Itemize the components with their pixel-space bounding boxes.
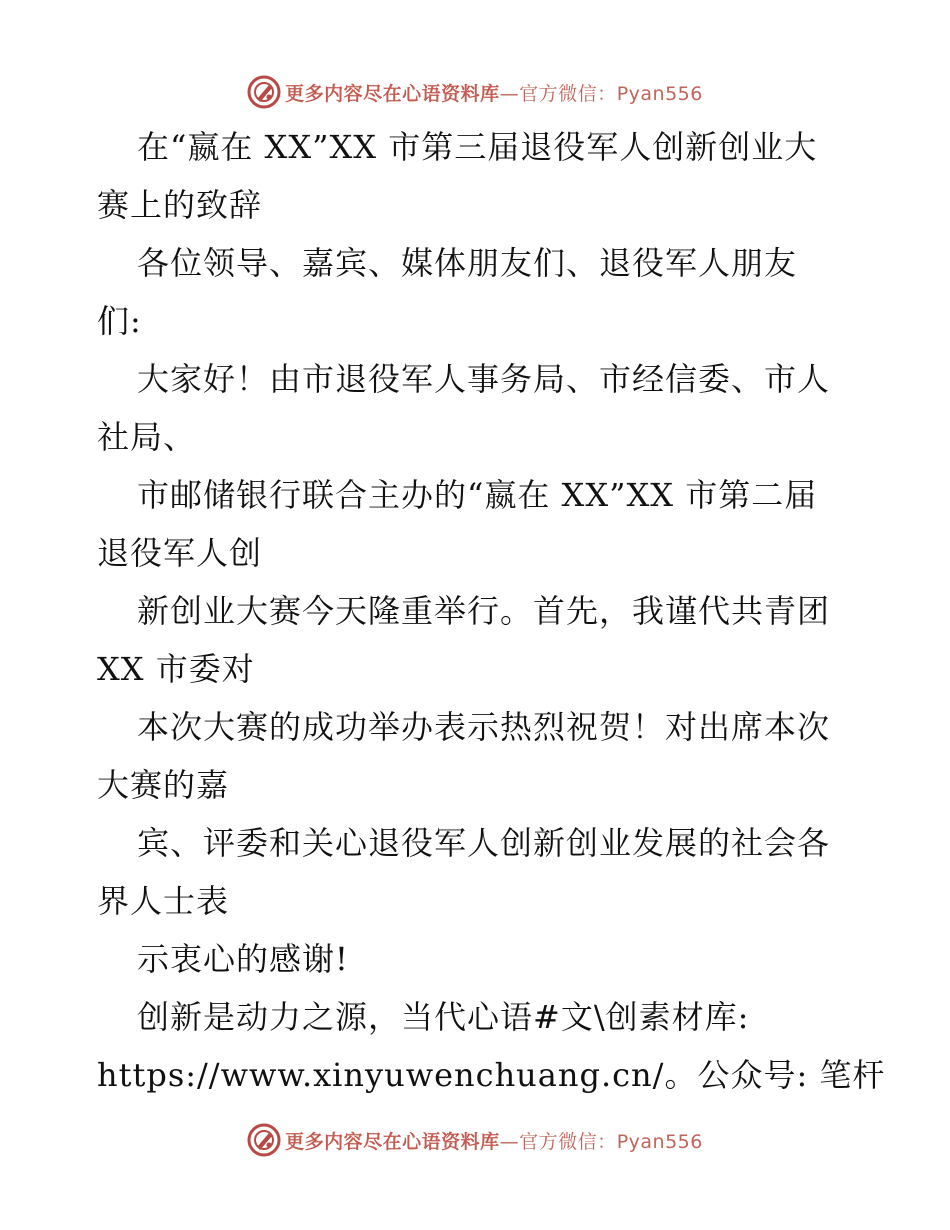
footer-brand: 更多内容尽在心语资料库 [285, 1130, 500, 1153]
paragraph-line: 退役军人创 [97, 534, 263, 572]
paragraph-line: 大赛的嘉 [97, 766, 230, 804]
url-line: https://www.xinyuwenchuang.cn/。公众号: 笔杆 [97, 1056, 886, 1094]
paragraph-line: XX 市委对 [97, 650, 255, 688]
header-wechat-id: Pyan556 [616, 82, 703, 105]
brand-logo-icon [247, 75, 281, 109]
header-separator: — [499, 82, 520, 105]
title-line-2: 赛上的致辞 [97, 186, 263, 224]
header-wechat-label: 官方微信： [519, 82, 617, 105]
footer-banner [0, 1120, 950, 1160]
paragraph-line: 新创业大赛今天隆重举行。首先，我谨代共青团 [137, 592, 831, 630]
footer-wechat-label: 官方微信： [519, 1130, 617, 1153]
footer-wechat-id: Pyan556 [616, 1130, 703, 1153]
paragraph-line: 本次大赛的成功举办表示热烈祝贺！对出席本次 [137, 708, 831, 746]
paragraph-line: 市邮储银行联合主办的“嬴在 XX”XX 市第二届 [137, 476, 818, 514]
header-brand: 更多内容尽在心语资料库 [285, 82, 500, 105]
footer-separator: — [499, 1130, 520, 1153]
paragraph-line: 社局、 [97, 418, 197, 456]
title-line-1: 在“嬴在 XX”XX 市第三届退役军人创新创业大 [137, 128, 818, 166]
paragraph-line: 大家好！由市退役军人事务局、市经信委、市人 [137, 360, 831, 398]
paragraph-line: 创新是动力之源，当代心语#文\创素材库: [137, 998, 750, 1036]
paragraph-line: 示衷心的感谢! [137, 940, 349, 978]
brand-logo-icon [247, 1123, 281, 1157]
paragraph-line: 各位领导、嘉宾、媒体朋友们、退役军人朋友 [137, 244, 798, 282]
paragraph-line: 们: [97, 302, 142, 340]
footer-text [285, 1127, 703, 1154]
header-banner [0, 72, 950, 112]
header-text [285, 79, 703, 106]
document-body [97, 118, 886, 1104]
paragraph-line: 宾、评委和关心退役军人创新创业发展的社会各 [137, 824, 831, 862]
paragraph-line: 界人士表 [97, 882, 230, 920]
